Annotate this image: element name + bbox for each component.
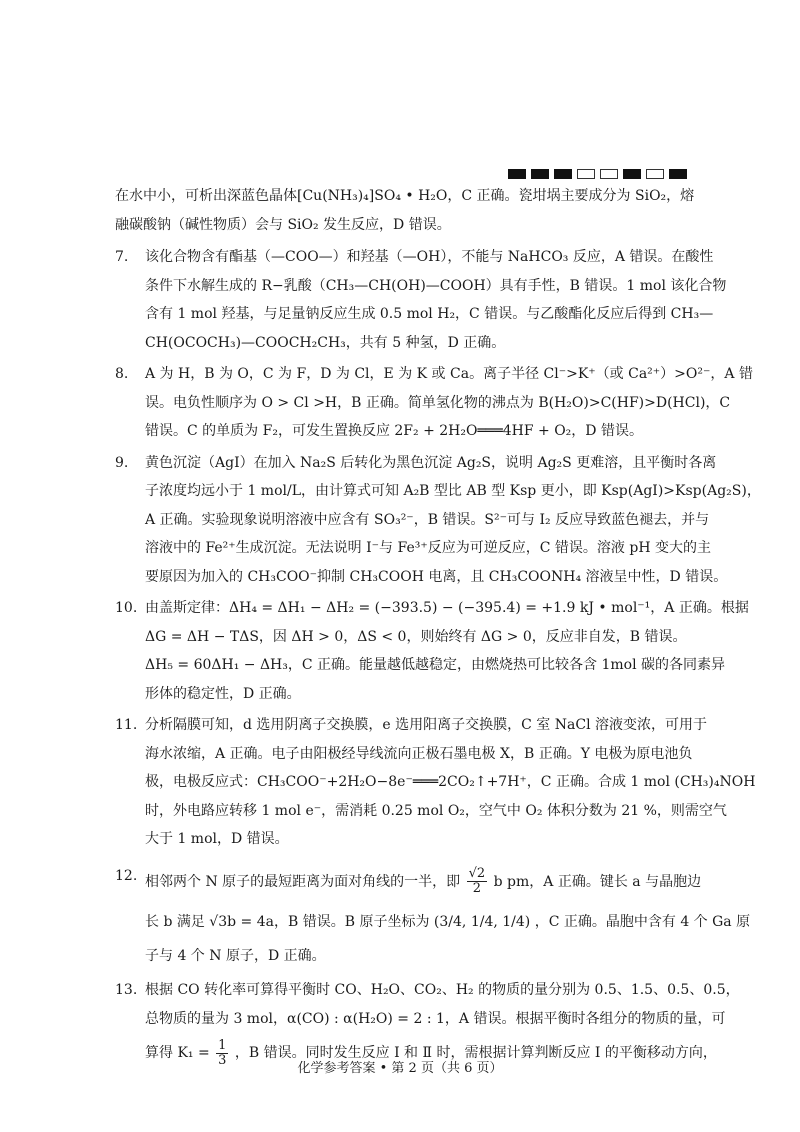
header-mark	[554, 169, 572, 179]
text-line: 条件下水解生成的 R−乳酸（CH₃—CH(OH)—COOH）具有手性，B 错误。1 mol 该化合物	[145, 277, 727, 294]
header-mark	[646, 169, 664, 179]
text-segment: 算得 K₁ =	[145, 1045, 210, 1061]
answer-item-7	[115, 243, 727, 357]
text-line: 在水中小，可析出深蓝色晶体[Cu(NH₃)₄]SO₄ • H₂O，C 正确。瓷坩埚主要成分为 SiO₂，熔	[115, 188, 695, 204]
answer-content	[115, 182, 761, 1073]
text-line: ΔH₅ = 60ΔH₁ − ΔH₃，C 正确。能量越低越稳定，由燃烧热可比较各含 1mol 碳的各同素异	[145, 657, 726, 673]
fraction-denominator: 2	[472, 881, 482, 896]
text-line: 子与 4 个 N 原子，D 正确。	[145, 947, 326, 964]
answer-item-12	[115, 862, 751, 971]
item-number: 11.	[115, 717, 138, 733]
text-line: 黄色沉淀（AgI）在加入 Na₂S 后转化为黑色沉淀 Ag₂S，说明 Ag₂S 更难溶，且平衡时各离	[145, 454, 717, 471]
text-line: CH(OCOCH₃)—COOCH₂CH₃，共有 5 种氢，D 正确。	[145, 334, 506, 351]
text-line: 误。电负性顺序为 O > Cl >H，B 正确。简单氢化物的沸点为 B(H₂O)>C(HF)>D(HCl)，C	[145, 394, 731, 411]
text-line	[145, 862, 750, 902]
text-line: 子浓度均远小于 1 mol/L，由计算式可知 A₂B 型比 AB 型 Ksp 更小，即 Ksp(AgI)>Ksp(Ag₂S)，	[145, 483, 761, 499]
item-number: 7.	[115, 249, 129, 265]
coordinate: (3/4, 1/4, 1/4)	[433, 913, 531, 930]
text-segment: 相邻两个 N 原子的最短距离为面对角线的一半，即	[145, 873, 461, 890]
text-line: 融碳酸钠（碱性物质）会与 SiO₂ 发生反应，D 错误。	[115, 216, 451, 233]
item-number: 8.	[115, 366, 129, 382]
text-line: A 正确。实验现象说明溶液中应含有 SO₃²⁻，B 错误。S²⁻可与 I₂ 反应导致蓝色褪去，并与	[145, 511, 710, 528]
text-line: 大于 1 mol，D 错误。	[145, 831, 289, 847]
text-line: 形体的稳定性，D 正确。	[145, 685, 301, 702]
page-footer: 化学参考答案 • 第 2 页（共 6 页）	[297, 1061, 503, 1076]
text-line: 时，外电路应转移 1 mol e⁻，需消耗 0.25 mol O₂，空气中 O₂ 体积分数为 21 %，则需空气	[145, 802, 727, 819]
item-number: 12.	[115, 867, 138, 884]
answer-item-10	[115, 594, 749, 708]
text-line: 海水浓缩，A 正确。电子由阳极经导线流向正极石墨电极 X，B 正确。Y 电极为原电池负	[145, 745, 693, 762]
text-segment: 长 b 满足 √3b = 4a，B 错误。B 原子坐标为	[145, 913, 430, 930]
header-mark	[669, 169, 687, 179]
item-number: 9.	[115, 454, 129, 471]
text-segment: ，B 错误。同时发生反应 Ⅰ 和 Ⅱ 时，需根据计算判断反应 Ⅰ 的平衡移动方向，	[234, 1045, 717, 1061]
header-mark	[623, 169, 641, 179]
text-line: 错误。C 的单质为 F₂，可发生置换反应 2F₂ + 2H₂O═══4HF + O₂，D 错误。	[145, 423, 643, 439]
header-mark	[531, 169, 549, 179]
text-line	[145, 902, 750, 942]
text-line: 该化合物含有酯基（—COO—）和羟基（—OH），不能与 NaHCO₃ 反应，A 错误。在酸性	[145, 249, 714, 265]
text-line: 极，电极反应式：CH₃COO⁻+2H₂O−8e⁻═══2CO₂↑+7H⁺，C 正确。合成 1 mol (CH₃)₄NOH	[145, 774, 756, 790]
text-line: 溶液中的 Fe²⁺生成沉淀。无法说明 I⁻与 Fe³⁺反应为可逆反应，C 错误。溶液 pH 变大的主	[145, 540, 711, 556]
header-mark	[600, 169, 618, 179]
fraction-numerator: √2	[468, 866, 486, 881]
text-segment: b pm，A 正确。键长 a 与晶胞边	[493, 873, 702, 890]
answer-item-11	[115, 711, 756, 854]
header-mark	[577, 169, 595, 179]
text-segment: ，C 正确。晶胞中含有 4 个 Ga 原	[534, 913, 751, 930]
fraction-numerator: 1	[218, 1037, 227, 1053]
text-line: A 为 H，B 为 O，C 为 F，D 为 Cl，E 为 K 或 Ca。离子半径 Cl⁻>K⁺（或 Ca²⁺）>O²⁻，A 错	[145, 366, 753, 382]
item-number: 13.	[115, 982, 138, 998]
text-line: 要原因为加入的 CH₃COO⁻抑制 CH₃COOH 电离，且 CH₃COONH₄ 溶液呈中性，D 错误。	[145, 568, 728, 585]
text-line: 由盖斯定律：ΔH₄ = ΔH₁ − ΔH₂ = (−393.5) − (−395.4) = +1.9 kJ • mol⁻¹，A 正确。根据	[145, 600, 749, 616]
fraction	[467, 867, 488, 896]
fraction-denominator: 3	[218, 1052, 227, 1068]
text-line: 分析隔膜可知，d 选用阴离子交换膜，e 选用阳离子交换膜，C 室 NaCl 溶液变浓，可用于	[145, 717, 707, 733]
item-number: 10.	[115, 600, 138, 616]
intro-paragraph	[115, 182, 695, 239]
text-line: 总物质的量为 3 mol，α(CO) : α(H₂O) = 2 : 1，A 错误。根据平衡时各组分的物质的量，可	[145, 1010, 726, 1027]
text-line: 含有 1 mol 羟基，与足量钠反应生成 0.5 mol H₂，C 错误。与乙酸酯化反应后得到 CH₃—	[145, 306, 714, 322]
answer-item-8	[115, 360, 753, 446]
header-mark	[508, 169, 526, 179]
answer-item-9	[115, 449, 761, 592]
header-marks	[508, 169, 687, 179]
text-line: ΔG = ΔH − TΔS，因 ΔH > 0，ΔS < 0，则始终有 ΔG > 0，反应非自发，B 错误。	[145, 628, 687, 645]
text-line: 根据 CO 转化率可算得平衡时 CO、H₂O、CO₂、H₂ 的物质的量分别为 0.5、1.5、0.5、0.5，	[145, 982, 740, 998]
